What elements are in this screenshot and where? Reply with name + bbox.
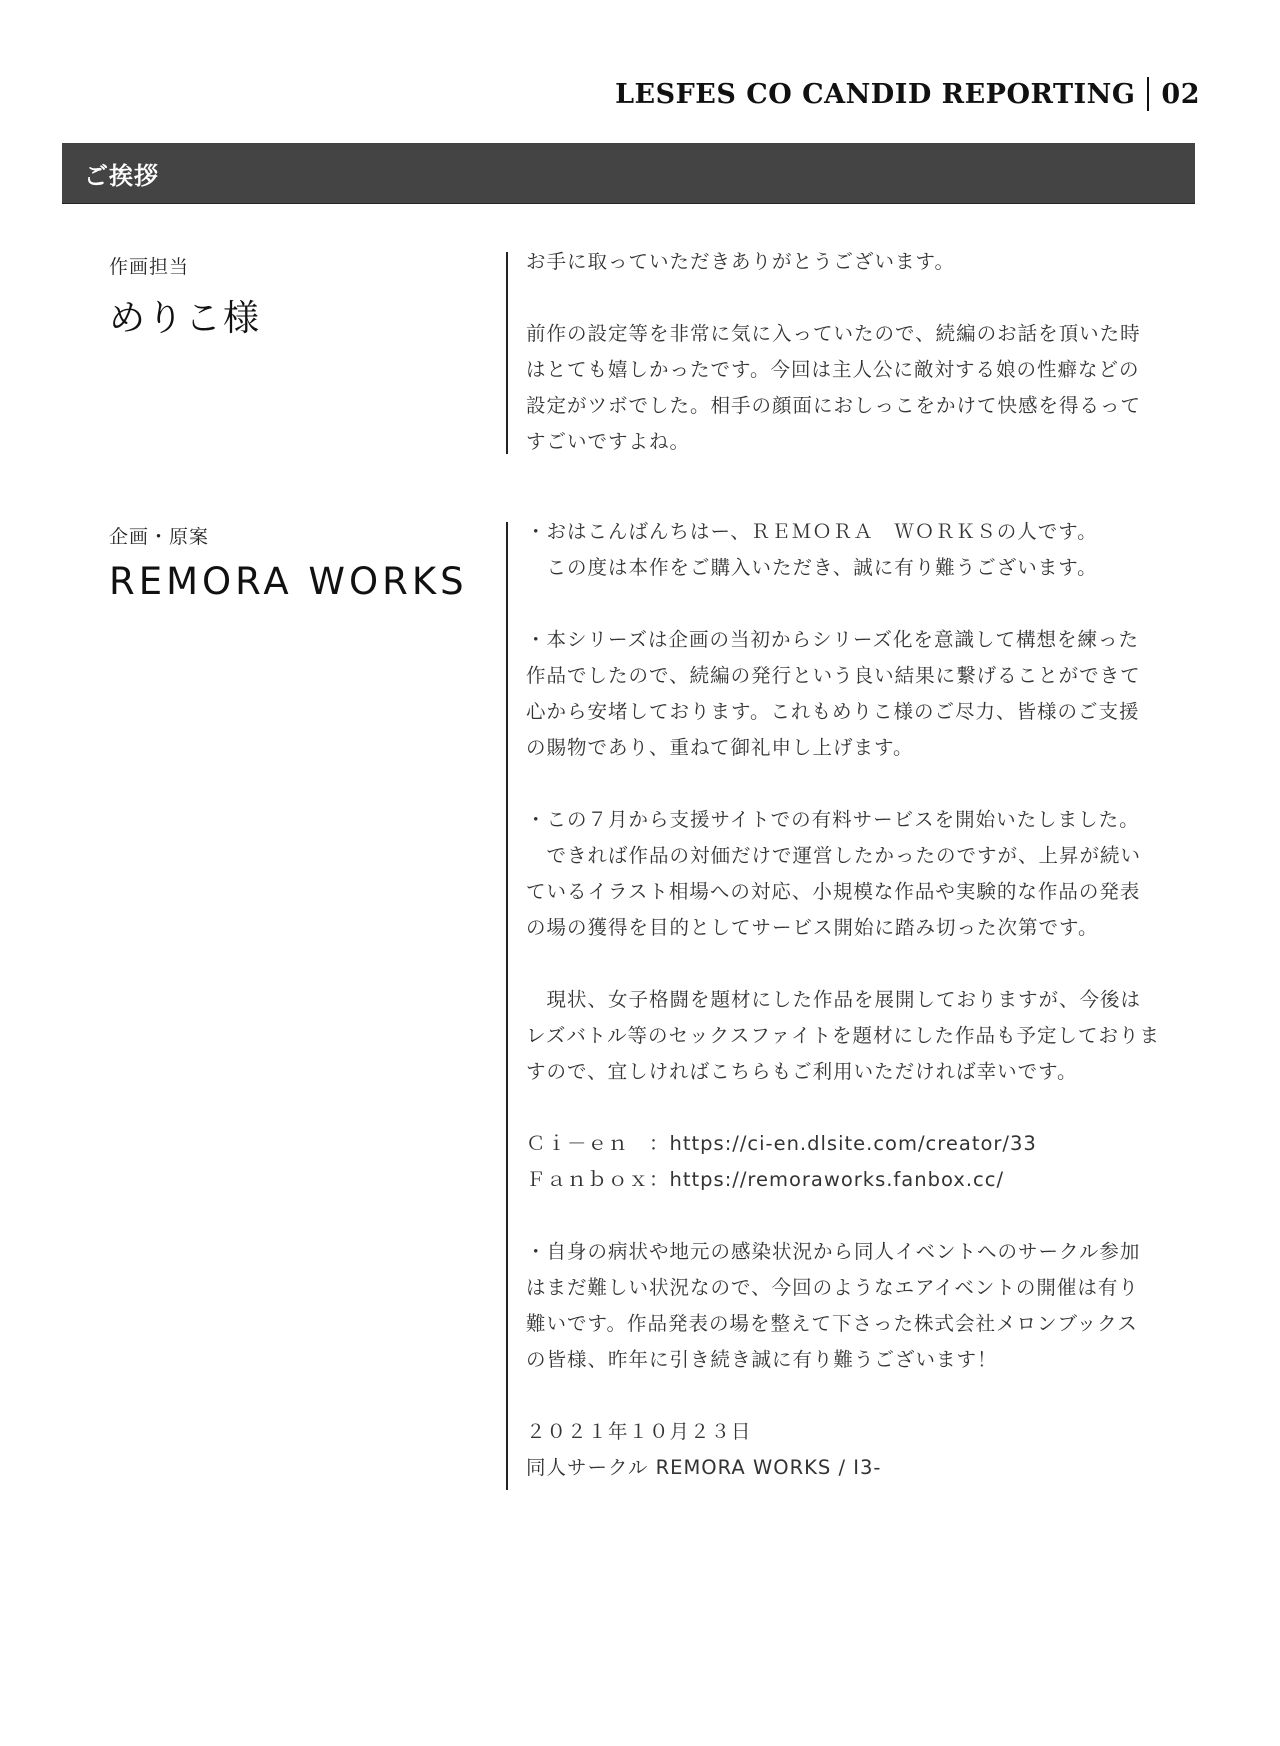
message-line: の皆様、昨年に引き続き誠に有り難うございます！ <box>526 1348 998 1371</box>
header-title: LESFES CO CANDID REPORTING <box>615 78 1136 110</box>
paragraph-gap <box>526 1090 1196 1126</box>
message-line: ・この７月から支援サイトでの有料サービスを開始いたしました。 <box>526 808 1140 831</box>
artist-greeting-block <box>0 252 1280 462</box>
circle-signature-line: 同人サークル REMORA WORKS / I3- <box>526 1456 882 1479</box>
message-line: 前作の設定等を非常に気に入っていたので、続編のお話を頂いた時 <box>526 322 1141 345</box>
cien-link-line: Ｃｉ－ｅｎ ：https://ci-en.dlsite.com/creator/33 <box>526 1132 1037 1155</box>
message-line: この度は本作をご購入いただき、誠に有り難うございます。 <box>526 556 1098 579</box>
planner-role-label: 企画・原案 <box>109 526 210 548</box>
page-header <box>615 74 1200 114</box>
message-line: お手に取っていただきありがとうございます。 <box>526 250 955 273</box>
artist-vertical-rule <box>506 252 508 454</box>
message-line: できれば作品の対価だけで運営したかったのですが、上昇が続い <box>526 844 1142 867</box>
message-line: 難いです。作品発表の場を整えて下さった株式会社メロンブックス <box>526 1312 1138 1335</box>
message-line: 作品でしたので、続編の発行という良い結果に繋げることができて <box>526 664 1141 687</box>
message-line: はとても嬉しかったです。今回は主人公に敵対する娘の性癖などの <box>526 358 1140 381</box>
artist-role-label: 作画担当 <box>109 256 190 278</box>
paragraph-gap <box>526 280 1196 316</box>
message-line: ・本シリーズは企画の当初からシリーズ化を意識して構想を練った <box>526 628 1140 651</box>
message-line: の場の獲得を目的としてサービス開始に踏み切った次第です。 <box>526 916 1099 939</box>
section-heading-band <box>62 143 1195 204</box>
paragraph-gap <box>526 1198 1196 1234</box>
message-line: 現状、女子格闘を題材にした作品を展開しておりますが、今後は <box>526 988 1142 1011</box>
artist-name: めりこ様 <box>109 298 262 339</box>
paragraph-gap <box>526 766 1196 802</box>
message-line: ているイラスト相場への対応、小規模な作品や実験的な作品の発表 <box>526 880 1141 903</box>
planner-message-body <box>526 514 1196 1486</box>
header-divider <box>1147 77 1149 111</box>
paragraph-gap <box>526 946 1196 982</box>
message-line: レズバトル等のセックスファイトを題材にした作品も予定しておりま <box>526 1024 1160 1047</box>
paragraph-gap <box>526 586 1196 622</box>
date-line: ２０２１年１０月２３日 <box>526 1420 752 1443</box>
page-number: 02 <box>1161 78 1200 110</box>
message-line: ・おはこんばんちはー、ＲＥＭＯＲＡ ＷＯＲＫＳの人です。 <box>526 520 1098 543</box>
planner-greeting-block <box>0 522 1280 1492</box>
paragraph-gap <box>526 1378 1196 1414</box>
planner-vertical-rule <box>506 522 508 1490</box>
artist-message-body <box>526 244 1196 460</box>
section-title: ご挨拶 <box>84 160 159 190</box>
planner-name: REMORA WORKS <box>109 560 468 603</box>
fanbox-link-line: Ｆａｎｂｏｘ：https://remoraworks.fanbox.cc/ <box>526 1168 1005 1191</box>
message-line: はまだ難しい状況なので、今回のようなエアイベントの開催は有り <box>526 1276 1139 1299</box>
message-line: の賜物であり、重ねて御礼申し上げます。 <box>526 736 914 759</box>
message-line: ・自身の病状や地元の感染状況から同人イベントへのサークル参加 <box>526 1240 1141 1263</box>
message-line: 設定がツボでした。相手の顔面におしっこをかけて快感を得るって <box>526 394 1142 417</box>
message-line: 心から安堵しております。これもめりこ様のご尽力、皆様のご支援 <box>526 700 1140 723</box>
message-line: すので、宜しければこちらもご利用いただければ幸いです。 <box>526 1060 1078 1083</box>
message-line: すごいですよね。 <box>526 430 691 453</box>
